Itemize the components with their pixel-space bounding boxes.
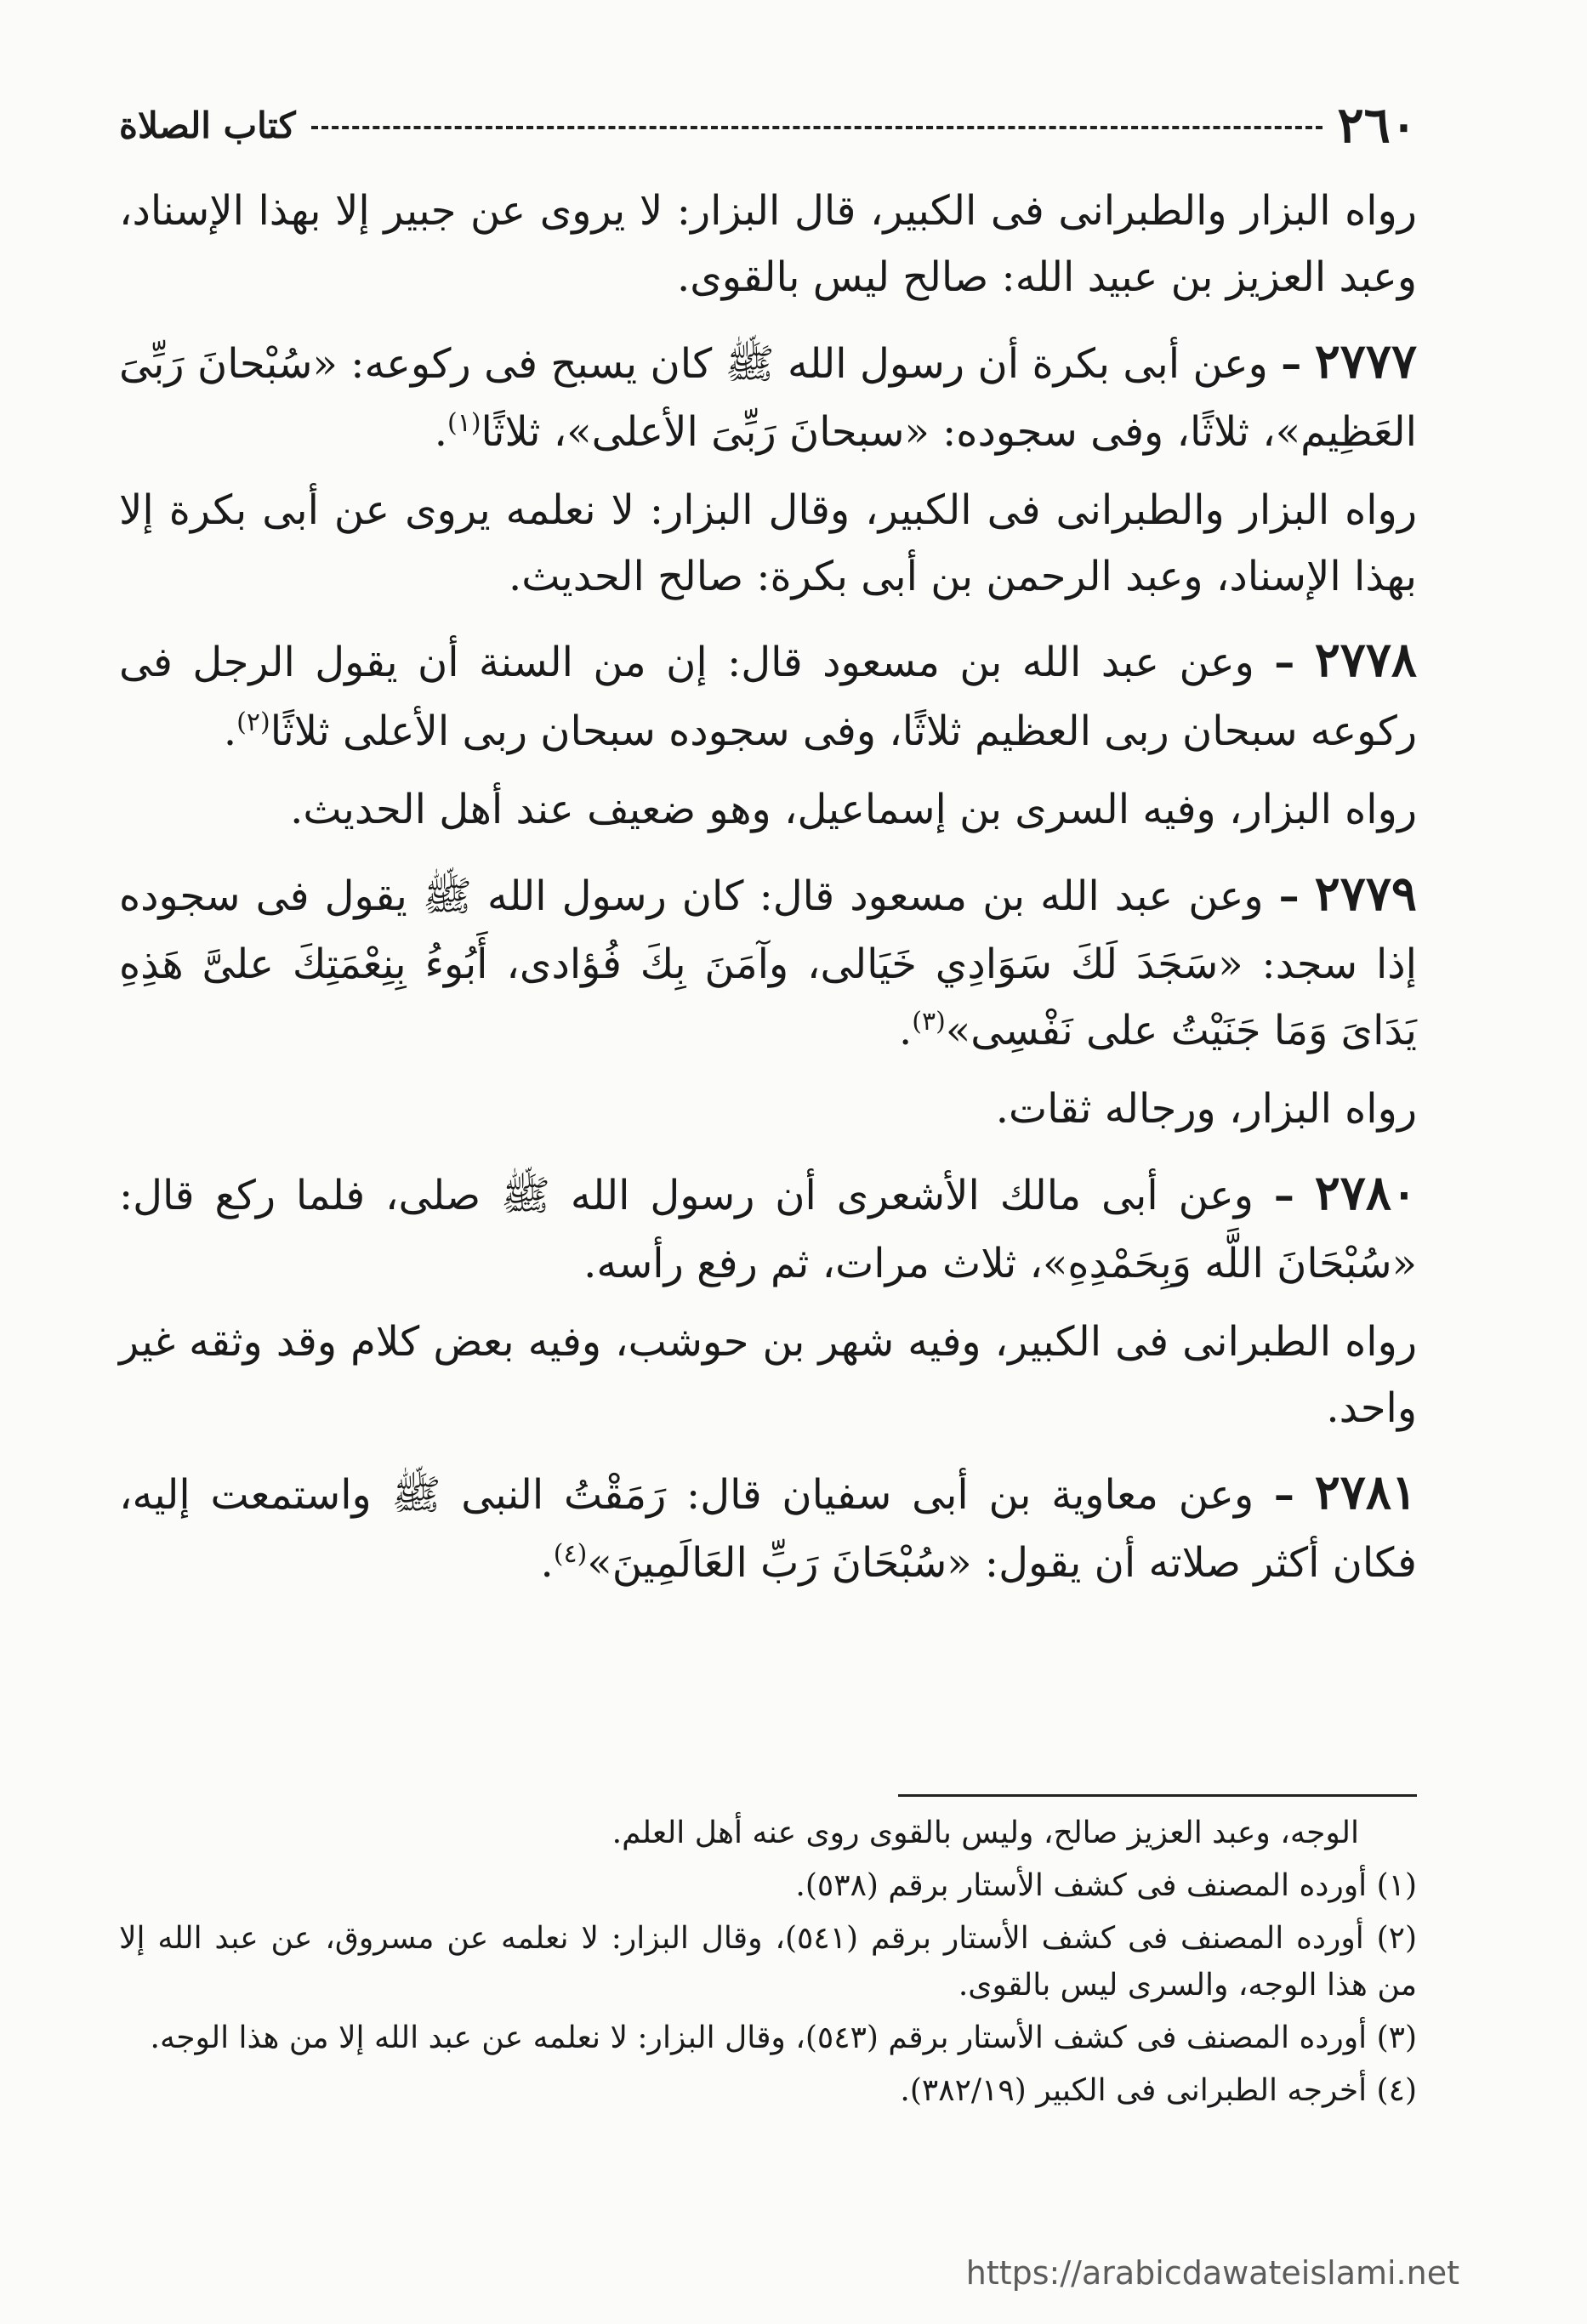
main-text [119, 179, 1417, 1609]
footnote-4: (٤) أخرجه الطبرانى فى الكبير (٣٨٢/١٩). [900, 2072, 1417, 2108]
hadith-number: ٢٧٧٧ [1314, 332, 1418, 389]
commentary-paragraph [119, 1077, 1417, 1143]
footnote-divider [898, 1794, 1417, 1797]
hadith-paragraph: ٢٧٧٨ – وعن عبد الله بن مسعود قال: إن من السنة أن يقول الرجل فى ركوعه سبحان ربى العظيم ثلاثًا، وفى سجوده سبحان ربى الأعلى ثلاثًا$^{(٢)}$. [119, 632, 1417, 756]
footnote-2: (٢) أورده المصنف فى كشف الأستار برقم (٥٤١)، وقال البزار: لا نعلمه عن مسروق، عن عبد الله إلا من هذا الوجه، والسرى ليس بالقوى. [119, 1920, 1418, 2003]
hadith-paragraph: ٢٧٨١ – وعن معاوية بن أبى سفيان قال: رَمَقْتُ النبى ﷺ واستمعت إليه، فكان أكثر صلاته أن يقول: «سُبْحَانَ رَبِّ العَالَمِينَ»$^{(٤)}$. [119, 1463, 1417, 1588]
page-number: ٢٦٠ [1337, 96, 1417, 154]
footnote-marker[interactable]: (٢) [236, 707, 270, 738]
hadith-text: وعن عبد الله بن مسعود قال: كان رسول الله ﷺ يقول فى سجوده إذا سجد: «سَجَدَ لَكَ سَوَادِي خَيَالى، وآمَنَ بِكَ فُؤادى، أَبُوءُ بِنِعْمَتِكَ علىَّ هَذِهِ يَدَاىَ وَمَا جَنَيْتُ على نَفْسِى» [119, 872, 1417, 1055]
dash-separator: – [1273, 1171, 1294, 1219]
dash-separator: – [1274, 639, 1295, 687]
chapter-title: كتاب الصلاة [119, 104, 296, 146]
hadith-paragraph: ٢٧٧٧ – وعن أبى بكرة أن رسول الله ﷺ كان يسبح فى ركوعه: «سُبْحانَ رَبِّىَ العَظِيم»، ثلاثًا، وفى سجوده: «سبحانَ رَبِّىَ الأعلى»، ثلاثًا$^{(١)}$. [119, 332, 1418, 457]
watermark-url: https://arabicdawateislami.net [965, 2254, 1459, 2292]
commentary-paragraph [119, 478, 1417, 611]
hadith-text: وعن أبى مالك الأشعرى أن رسول الله ﷺ صلى، فلما ركع قال: «سُبْحَانَ اللَّه وَبِحَمْدِهِ»، ثلاث مرات، ثم رفع رأسه. [119, 1171, 1417, 1288]
hadith-text: وعن معاوية بن أبى سفيان قال: رَمَقْتُ النبى ﷺ واستمعت إليه، فكان أكثر صلاته أن يقول: «سُبْحَانَ رَبِّ العَالَمِينَ» [119, 1470, 1417, 1588]
footnote-marker[interactable]: (٤) [553, 1539, 588, 1570]
footnote-3: (٣) أورده المصنف فى كشف الأستار برقم (٥٤٣)، وقال البزار: لا نعلمه عن عبد الله إلا من هذا الوجه. [150, 2020, 1417, 2056]
commentary-paragraph [119, 1310, 1417, 1442]
commentary-paragraph [119, 179, 1417, 311]
paragraph-text: رواه البزار، ورجاله ثقات. [995, 1084, 1417, 1133]
commentary-paragraph [119, 777, 1417, 844]
footnote-marker[interactable]: (١) [447, 408, 481, 439]
hadith-number: ٢٧٧٨ [1314, 632, 1417, 689]
hadith-text: وعن عبد الله بن مسعود قال: إن من السنة أن يقول الرجل فى ركوعه سبحان ربى العظيم ثلاثًا، وفى سجوده سبحان ربى الأعلى ثلاثًا [119, 639, 1417, 756]
page-header [119, 95, 1417, 155]
hadith-number: ٢٧٨١ [1314, 1463, 1417, 1520]
hadith-text: وعن أبى بكرة أن رسول الله ﷺ كان يسبح فى ركوعه: «سُبْحانَ رَبِّىَ العَظِيم»، ثلاثًا، وفى سجوده: «سبحانَ رَبِّىَ الأعلى»، ثلاثًا [119, 339, 1417, 457]
paragraph-text: رواه البزار والطبرانى فى الكبير، قال البزار: لا يروى عن جبير إلا بهذا الإسناد، وعبد العزيز بن عبيد الله: صالح ليس بالقوى. [119, 187, 1417, 301]
hadith-paragraph: ٢٧٧٩ – وعن عبد الله بن مسعود قال: كان رسول الله ﷺ يقول فى سجوده إذا سجد: «سَجَدَ لَكَ سَوَادِي خَيَالى، وآمَنَ بِكَ فُؤادى، أَبُوءُ بِنِعْمَتِكَ علىَّ هَذِهِ يَدَاىَ وَمَا جَنَيْتُ على نَفْسِى»$^{(٣)}$. [119, 865, 1417, 1055]
footnote-1: (١) أورده المصنف فى كشف الأستار برقم (٥٣٨). [795, 1867, 1417, 1903]
dash-separator: – [1281, 339, 1302, 388]
footnote-marker[interactable]: (٣) [912, 1007, 946, 1037]
paragraph-text: رواه الطبرانى فى الكبير، وفيه شهر بن حوشب، وفيه بعض كلام وقد وثقه غير واحد. [119, 1318, 1417, 1432]
hadith-number: ٢٧٧٩ [1314, 865, 1417, 922]
footnote-continuation: الوجه، وعبد العزيز صالح، وليس بالقوى روى عنه أهل العلم. [611, 1815, 1359, 1850]
dash-separator: – [1273, 1470, 1294, 1519]
hadith-paragraph [119, 1155, 1417, 1298]
header-divider [311, 126, 1322, 129]
hadith-number: ٢٧٨٠ [1314, 1164, 1417, 1221]
paragraph-text: رواه البزار والطبرانى فى الكبير، وقال البزار: لا نعلمه يروى عن أبى بكرة إلا بهذا الإسناد، وعبد الرحمن بن أبى بكرة: صالح الحديث. [119, 486, 1417, 600]
dash-separator: – [1278, 872, 1300, 920]
footnotes-section [119, 1810, 1417, 2120]
paragraph-text: رواه البزار، وفيه السرى بن إسماعيل، وهو ضعيف عند أهل الحديث. [290, 785, 1417, 833]
